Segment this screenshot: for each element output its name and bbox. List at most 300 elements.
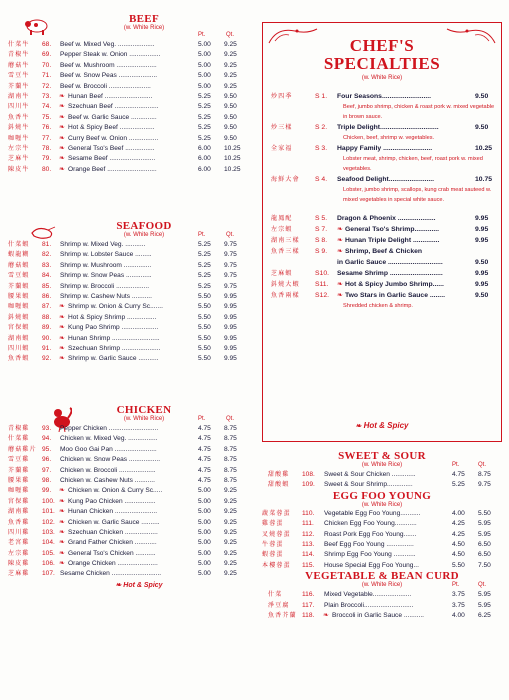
- pepper-icon: ❧: [337, 292, 343, 299]
- section-title: EGG FOO YOUNG: [332, 489, 432, 502]
- menu-item-row: [8, 144, 250, 154]
- menu-item-row: [8, 476, 250, 486]
- specialty-price: 9.50: [475, 124, 489, 131]
- item-number: 98.: [42, 476, 52, 484]
- chinese-name: 什菜牛: [8, 41, 30, 48]
- pint-price: 6.00: [198, 144, 211, 152]
- pint-price: 5.25: [198, 103, 211, 111]
- pint-price: 4.75: [452, 471, 465, 478]
- chinese-name: 炒三樣: [271, 124, 293, 131]
- item-number: 91.: [42, 344, 52, 352]
- menu-item-row: [8, 323, 250, 333]
- chinese-name: 魚香芥蘭: [268, 611, 297, 619]
- item-number: 95.: [42, 445, 52, 453]
- item-name: Szechuan Beef ........................: [68, 103, 159, 111]
- pepper-icon: ❧: [115, 581, 122, 589]
- pint-price: 5.00: [198, 41, 211, 48]
- item-name: Beef Egg Foo Young ...............: [324, 540, 414, 548]
- specialty-number: S 9.: [315, 248, 328, 255]
- pepper-icon: ❧: [59, 355, 65, 363]
- chinese-name: 陳皮雞: [8, 560, 30, 568]
- item-number: 117.: [302, 601, 315, 609]
- specialty-row: [271, 143, 497, 154]
- quart-price: 9.75: [224, 272, 237, 280]
- chinese-name: 鈄燒大蝦: [271, 281, 300, 288]
- specialty-row: [271, 224, 497, 235]
- specialty-description: Shredded chicken & shrimp.: [343, 303, 413, 309]
- quart-price: 9.25: [224, 539, 237, 547]
- item-number: 112.: [302, 530, 315, 538]
- item-name: Beef w. Mixed Veg. ....................: [60, 41, 155, 48]
- chicken-list: [8, 424, 250, 580]
- quart-label: Qt.: [478, 462, 487, 468]
- item-number: 85.: [42, 282, 52, 290]
- pepper-icon: ❧: [59, 303, 65, 311]
- chinese-name: 宮保蝦: [8, 324, 30, 332]
- pepper-icon: ❧: [59, 92, 65, 100]
- chinese-name: 什菜雞: [8, 435, 30, 443]
- pint-price: 5.50: [452, 561, 465, 569]
- quart-price: 9.95: [224, 303, 237, 311]
- item-name: Chicken Egg Foo Young............: [324, 520, 417, 528]
- item-number: 70.: [42, 61, 52, 69]
- chef-subtitle: (w. White Rice): [361, 75, 403, 81]
- item-name: Beef w. Snow Peas .....................: [60, 72, 158, 80]
- quart-price: 9.25: [224, 487, 237, 495]
- menu-item-row: [8, 302, 250, 312]
- item-name: Sweet & Sour Chicken .............: [324, 471, 416, 478]
- specialty-name: Triple Delight...............................: [337, 124, 439, 131]
- vegetable-bean-curd-section: [262, 571, 502, 621]
- pepper-icon: ❧: [59, 528, 65, 536]
- section-subtitle: (w. White Rice): [361, 501, 403, 508]
- pint-price: 4.00: [452, 509, 465, 517]
- menu-item-row: [262, 561, 502, 571]
- item-name: Shrimp w. Broccoli ..................: [60, 282, 150, 290]
- quart-price: 9.50: [224, 124, 237, 132]
- specialty-row: [271, 122, 497, 133]
- item-number: 68.: [42, 41, 52, 48]
- section-subtitle: (w. White Rice): [123, 25, 165, 31]
- specialty-name: Hunan Triple Delight ..............: [345, 237, 440, 244]
- quart-price: 9.50: [224, 103, 237, 111]
- pepper-icon: ❧: [59, 508, 65, 516]
- right-lower-column: [262, 451, 502, 621]
- pepper-icon: ❧: [59, 134, 65, 142]
- quart-price: 9.25: [224, 82, 237, 90]
- chef-title-line2: SPECIALTIES: [323, 54, 441, 73]
- item-number: 94.: [42, 435, 52, 443]
- specialty-name: Shrimp, Beef & Chicken: [345, 248, 423, 255]
- specialty-row: [271, 235, 497, 246]
- item-name: Hunan Chicken .......................: [68, 508, 158, 516]
- pint-price: 6.00: [198, 165, 211, 173]
- pint-label: Pt.: [198, 232, 206, 238]
- specialty-number: S 8.: [315, 237, 328, 244]
- quart-price: 9.95: [224, 292, 237, 300]
- item-name: Hunan Shrimp ..........................: [68, 334, 160, 342]
- menu-item-row: [8, 528, 250, 538]
- specialty-price: 9.95: [475, 270, 489, 277]
- pint-price: 5.00: [198, 72, 211, 80]
- quart-label: Qt.: [478, 582, 487, 589]
- pepper-icon: ❧: [59, 497, 65, 505]
- menu-item-row: [8, 82, 250, 92]
- chinese-name: 芝麻牛: [8, 155, 30, 163]
- pint-price: 5.50: [198, 324, 211, 332]
- price-header: [262, 582, 502, 590]
- quart-label: Qt.: [226, 232, 235, 238]
- specialty-number: S10.: [315, 270, 329, 277]
- quart-price: 6.25: [478, 611, 491, 619]
- chinese-name: 湖南雞: [8, 508, 30, 516]
- specialty-name: General Tso's Shrimp.............: [345, 226, 440, 233]
- item-name: Shrimp w. Mushroom ...............: [60, 261, 152, 269]
- menu-item-row: [8, 240, 250, 250]
- specialty-number: S11.: [315, 281, 329, 288]
- menu-item-row: [8, 50, 250, 60]
- chinese-name: 甜酸雞: [268, 471, 290, 478]
- pint-price: 5.25: [452, 481, 465, 489]
- menu-item-row: [8, 40, 250, 50]
- section-title: SWEET & SOUR: [338, 450, 426, 462]
- chinese-name: 左宗牛: [8, 144, 30, 152]
- quart-price: 8.75: [224, 435, 237, 443]
- item-name: Shrimp w. Cashew Nuts ...........: [60, 292, 152, 300]
- item-number: 102.: [42, 518, 55, 526]
- item-number: 118.: [302, 611, 315, 619]
- pint-price: 4.75: [198, 425, 211, 432]
- item-name: House Special Egg Foo Young...: [324, 561, 419, 569]
- menu-item-row: [262, 480, 502, 490]
- section-title: VEGETABLE & BEAN CURD: [305, 570, 459, 583]
- specialty-name: Four Seasons..........................: [337, 93, 432, 100]
- item-name: Chicken w. Mixed Veg. ................: [60, 435, 158, 443]
- chinese-name: 叉燒蓉蛋: [262, 530, 291, 538]
- quart-price: 9.95: [224, 324, 237, 332]
- quart-price: 9.25: [224, 518, 237, 526]
- pepper-icon: ❧: [59, 344, 65, 352]
- chinese-name: 老宮雞: [8, 539, 30, 547]
- pint-price: 5.00: [198, 61, 211, 69]
- item-name: Chicken w. Snow Peas .................: [60, 456, 161, 464]
- item-number: 99.: [42, 487, 52, 495]
- chinese-name: 蝦龍糊: [8, 251, 30, 259]
- section-subtitle: (w. White Rice): [361, 582, 403, 589]
- menu-item-row: [8, 292, 250, 302]
- chinese-name: 蘑菇蝦: [8, 261, 30, 269]
- chicken-section: [8, 405, 250, 589]
- chinese-name: 龍鳳配: [271, 215, 293, 222]
- menu-item-row: [262, 530, 502, 540]
- item-name: Roast Pork Egg Foo Young.......: [324, 530, 417, 538]
- item-number: 77.: [42, 134, 52, 142]
- quart-price: 5.95: [478, 601, 491, 609]
- item-number: 105.: [42, 549, 55, 557]
- item-number: 108.: [302, 471, 315, 478]
- chinese-name: 湖南蝦: [8, 334, 30, 342]
- item-name: Hot & Spicy Shrimp ................: [68, 313, 157, 321]
- chinese-name: 什菜: [268, 591, 283, 599]
- chinese-name: 全家福: [271, 145, 293, 152]
- menu-item-row: [8, 354, 250, 364]
- item-number: 84.: [42, 272, 52, 280]
- specialty-row: [271, 213, 497, 224]
- pint-label: Pt.: [452, 462, 460, 468]
- chinese-name: 咖喱蝦: [8, 303, 30, 311]
- chinese-name: 牛蓉蛋: [262, 540, 284, 548]
- menu-item-row: [8, 250, 250, 260]
- menu-item-row: [262, 590, 502, 600]
- item-number: 72.: [42, 82, 52, 90]
- seafood-list: [8, 240, 250, 365]
- specialty-price: 9.95: [475, 281, 489, 288]
- menu-item-row: [8, 113, 250, 123]
- item-number: 86.: [42, 292, 52, 300]
- specialty-price: 9.50: [475, 292, 489, 299]
- chinese-name: 鈄燒牛: [8, 124, 30, 132]
- pint-price: 5.50: [198, 313, 211, 321]
- pint-price: 5.00: [198, 497, 211, 505]
- pepper-icon: ❧: [59, 113, 65, 121]
- chinese-name: 本樓蓉蛋: [262, 561, 291, 569]
- item-number: 114.: [302, 551, 315, 559]
- quart-price: 9.75: [224, 282, 237, 290]
- quart-price: 9.75: [224, 241, 237, 248]
- chinese-name: 咖喱雞: [8, 487, 30, 495]
- chinese-name: 魚香兩樣: [271, 292, 300, 299]
- specialty-price: 9.95: [475, 226, 489, 233]
- chinese-name: 雪豆蝦: [8, 272, 30, 280]
- chinese-name: 左宗蝦: [271, 226, 293, 233]
- chinese-name: 陳皮牛: [8, 165, 30, 173]
- menu-item-row: [8, 466, 250, 476]
- menu-item-row: [8, 165, 250, 175]
- pint-price: 5.00: [198, 560, 211, 568]
- pint-price: 5.00: [198, 539, 211, 547]
- menu-item-row: [8, 486, 250, 496]
- chinese-name: 雪豆雞: [8, 456, 30, 464]
- menu-item-row: [262, 509, 502, 519]
- quart-price: 5.95: [478, 520, 491, 528]
- specialty-number: S 7.: [315, 226, 328, 233]
- quart-price: 5.50: [478, 509, 491, 517]
- quart-price: 10.25: [224, 155, 241, 163]
- item-number: 93.: [42, 425, 52, 432]
- pint-price: 6.00: [198, 155, 211, 163]
- chinese-name: 魚香蝦: [8, 355, 30, 363]
- item-number: 97.: [42, 466, 52, 474]
- chinese-name: 芝麻雞: [8, 570, 30, 578]
- chinese-name: 魚香牛: [8, 113, 30, 121]
- pint-price: 5.00: [198, 518, 211, 526]
- chinese-name: 湖南三樣: [271, 237, 300, 244]
- egg-foo-young-list: [262, 509, 502, 571]
- pint-price: 5.00: [198, 487, 211, 495]
- specialty-number: S12.: [315, 292, 329, 299]
- item-number: 115.: [302, 561, 315, 569]
- pepper-icon: ❧: [59, 144, 65, 152]
- specialty-number: S 4.: [315, 176, 328, 183]
- pepper-icon: ❧: [59, 324, 65, 332]
- pint-price: 5.25: [198, 124, 211, 132]
- pint-price: 3.75: [452, 591, 465, 599]
- quart-price: 9.25: [224, 61, 237, 69]
- item-number: 71.: [42, 72, 52, 80]
- menu-item-row: [262, 519, 502, 529]
- item-name: Sweet & Sour Shrimp..............: [324, 481, 413, 489]
- specialty-price: 9.50: [475, 93, 489, 100]
- chinese-name: 蘑菇牛: [8, 61, 30, 69]
- pint-price: 4.75: [198, 456, 211, 464]
- pepper-icon: ❧: [323, 611, 329, 619]
- chinese-name: 芥蘭雞: [8, 466, 30, 474]
- menu-item-row: [8, 455, 250, 465]
- item-name: General Tso's Beef ................: [68, 144, 155, 152]
- item-name: Mixed Vegetable.....................: [324, 591, 412, 599]
- menu-item-row: [8, 445, 250, 455]
- quart-price: 8.75: [478, 471, 491, 478]
- item-name: Chicken w. Broccoli ....................: [60, 466, 156, 474]
- menu-item-row: [8, 559, 250, 569]
- specialty-name: Dragon & Phoenix ....................: [337, 215, 436, 222]
- pint-price: 5.50: [198, 344, 211, 352]
- price-header: [262, 462, 502, 470]
- item-number: 92.: [42, 355, 52, 363]
- chinese-name: 四川蝦: [8, 344, 30, 352]
- pepper-icon: ❧: [337, 237, 343, 244]
- specialty-description: Lobster, jumbo shrimp, scallops, kung crab meat sauteed w. mixed vegetables in special white sauce.: [343, 187, 492, 203]
- item-name: Grand Father Chicken ............: [68, 539, 157, 547]
- hot-spicy-note: [28, 581, 250, 589]
- quart-price: 9.25: [224, 528, 237, 536]
- item-name: Shrimp w. Lobster Sauce .........: [60, 251, 152, 259]
- pepper-icon: ❧: [59, 487, 65, 495]
- pint-price: 4.25: [452, 520, 465, 528]
- item-number: 87.: [42, 303, 52, 311]
- chinese-name: 芥蘭牛: [8, 82, 30, 90]
- item-number: 73.: [42, 92, 52, 100]
- item-number: 74.: [42, 103, 52, 111]
- quart-price: 8.75: [224, 456, 237, 464]
- item-name: Pepper Chicken ...........................: [60, 425, 159, 432]
- chinese-name: 芥蘭蝦: [8, 282, 30, 290]
- hot-spicy-label: Hot & Spicy: [363, 421, 409, 430]
- specialty-row: [271, 91, 497, 102]
- price-header: [8, 416, 250, 424]
- menu-item-row: [8, 102, 250, 112]
- item-name: Kung Pao Chicken .................: [68, 497, 156, 505]
- section-title: CHICKEN: [116, 404, 172, 416]
- item-name: Hunan Beef ..........................: [68, 92, 153, 100]
- chinese-name: 魚香雞: [8, 518, 30, 526]
- specialty-row: [271, 174, 497, 185]
- pepper-icon: ❧: [59, 334, 65, 342]
- sweet-sour-section: [262, 451, 502, 491]
- pint-price: 5.00: [198, 570, 211, 578]
- item-name: Shrimp w. Snow Peas ..............: [60, 272, 152, 280]
- item-name: Chicken w. Garlic Sauce ..........: [68, 518, 160, 526]
- specialty-name: Seafood Delight........................: [337, 176, 435, 183]
- pint-price: 4.75: [198, 445, 211, 453]
- chef-title-line1: CHEF'S: [349, 36, 415, 55]
- quart-price: 6.50: [478, 551, 491, 559]
- pint-price: 5.25: [198, 272, 211, 280]
- item-name: Shrimp Egg Foo Young ............: [324, 551, 416, 559]
- pint-price: 5.00: [198, 82, 211, 90]
- item-number: 107.: [42, 570, 55, 578]
- specialty-name: in Garlic Sauce .............................: [337, 259, 443, 266]
- menu-item-row: [8, 261, 250, 271]
- chinese-name: 左宗雞: [8, 549, 30, 557]
- pint-price: 4.75: [198, 435, 211, 443]
- item-name: Pepper Steak w. Onion .................: [60, 51, 161, 59]
- menu-item-row: [8, 434, 250, 444]
- menu-item-row: [8, 271, 250, 281]
- beef-section: [8, 14, 250, 175]
- chinese-name: 鈄燒蝦: [8, 313, 30, 321]
- item-name: General Tso's Chicken ...........: [68, 549, 156, 557]
- section-subtitle: (w. White Rice): [123, 232, 165, 238]
- item-number: 78.: [42, 144, 52, 152]
- pint-price: 5.00: [198, 508, 211, 516]
- pepper-icon: ❧: [337, 248, 343, 255]
- pint-price: 5.00: [198, 549, 211, 557]
- chinese-name: 雪豆牛: [8, 72, 30, 80]
- pepper-icon: ❧: [59, 560, 65, 568]
- quart-label: Qt.: [226, 32, 235, 38]
- menu-item-row: [8, 282, 250, 292]
- chinese-name: 魚香三樣: [271, 248, 300, 255]
- menu-item-row: [8, 313, 250, 323]
- pepper-icon: ❧: [59, 155, 65, 163]
- quart-price: 7.50: [478, 561, 491, 569]
- item-number: 81.: [42, 241, 52, 248]
- beef-list: [8, 40, 250, 175]
- seafood-section: [8, 221, 250, 365]
- specialty-number: S 3.: [315, 145, 328, 152]
- pint-price: 4.75: [198, 466, 211, 474]
- quart-price: 8.75: [224, 445, 237, 453]
- item-number: 116.: [302, 591, 315, 599]
- menu-item-row: [8, 71, 250, 81]
- item-number: 109.: [302, 481, 315, 489]
- pint-price: 5.25: [198, 241, 211, 248]
- pepper-icon: ❧: [59, 165, 65, 173]
- menu-item-row: [8, 497, 250, 507]
- pepper-icon: ❧: [337, 226, 343, 233]
- item-number: 103.: [42, 528, 55, 536]
- item-name: Szechuan Shrimp .....................: [68, 344, 161, 352]
- quart-price: 9.95: [224, 355, 237, 363]
- chinese-name: 宮保雞: [8, 497, 30, 505]
- item-number: 76.: [42, 124, 52, 132]
- sweet-sour-list: [262, 470, 502, 491]
- chinese-name: 蝦蓉蛋: [262, 551, 284, 559]
- egg-foo-young-section: [262, 491, 502, 571]
- chinese-name: 咖喱牛: [8, 134, 30, 142]
- pepper-icon: ❧: [355, 423, 362, 430]
- quart-price: 9.75: [224, 251, 237, 259]
- section-subtitle: (w. White Rice): [361, 462, 403, 468]
- pint-price: 4.00: [452, 611, 465, 619]
- item-name: Szechuan Chicken ..................: [68, 528, 158, 536]
- menu-item-row: [8, 154, 250, 164]
- item-number: 111.: [302, 520, 314, 528]
- item-name: Sesame Beef .........................: [68, 155, 156, 163]
- section-subtitle: (w. White Rice): [123, 416, 165, 422]
- item-name: Shrimp w. Garlic Sauce ...........: [68, 355, 159, 363]
